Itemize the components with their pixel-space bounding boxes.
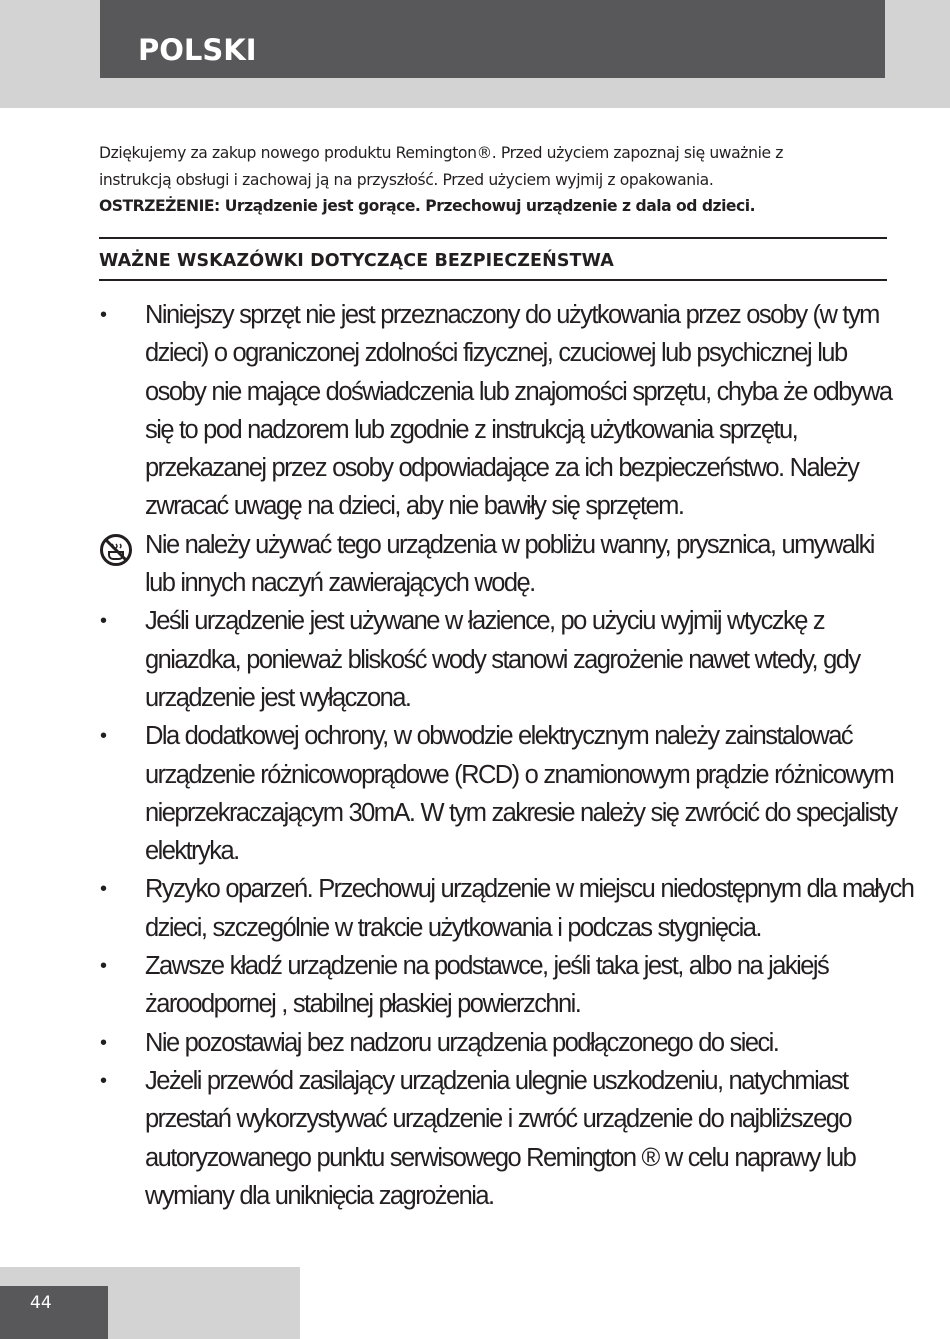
language-header: [100, 0, 885, 78]
item-text-line: Nie należy używać tego urządzenia w pobliżu wanny, prysznica, umywalki: [145, 530, 874, 559]
bullet-marker: •: [100, 1031, 108, 1054]
item-text-line: przestań wykorzystywać urządzenie i zwróć urządzenie do najbliższego: [145, 1105, 851, 1134]
safety-item: [99, 296, 899, 526]
safety-item: [99, 870, 914, 947]
warning-text: OSTRZEŻENIE: Urządzenie jest gorące. Przechowuj urządzenie z dala od dzieci.: [99, 197, 756, 215]
item-text-line: Jeśli urządzenie jest używane w łazience, po użyciu wyjmij wtyczkę z: [145, 607, 825, 636]
section-title: [99, 237, 887, 281]
safety-item: [99, 602, 899, 717]
intro-line: Dziękujemy za zakup nowego produktu Remington®. Przed użyciem zapoznaj się uważnie z: [99, 144, 784, 162]
item-text-line: przekazanej przez osoby odpowiadające za ich bezpieczeństwo. Należy: [145, 454, 859, 483]
item-text-line: żaroodpornej , stabilnej płaskiej powierzchni.: [145, 990, 581, 1019]
safety-item: [99, 1024, 899, 1062]
item-text-line: nieprzekraczającym 30mA. W tym zakresie należy się zwrócić do specjalisty: [145, 798, 897, 827]
item-text-line: się to pod nadzorem lub zgodnie z instrukcją użytkowania sprzętu,: [145, 415, 798, 444]
item-text-line: Zawsze kładź urządzenie na podstawce, jeśli taka jest, albo na jakiejś: [145, 952, 829, 981]
item-text-line: Jeżeli przewód zasilający urządzenia ulegnie uszkodzeniu, natychmiast: [145, 1066, 848, 1095]
bullet-marker: •: [100, 610, 108, 633]
section-title-text: WAŻNE WSKAZÓWKI DOTYCZĄCE BEZPIECZEŃSTWA: [99, 251, 614, 271]
item-text-line: urządzenie różnicowoprądowe (RCD) o znamionowym prądzie różnicowym: [145, 760, 894, 789]
item-text-line: dzieci) o ograniczonej zdolności fizycznej, czuciowej lub psychicznej lub: [145, 339, 847, 368]
item-text-line: osoby nie mające doświadczenia lub znajomości sprzętu, chyba że odbywa: [145, 377, 892, 406]
item-text-line: lub innych naczyń zawierających wodę.: [145, 569, 535, 598]
item-text-line: gniazdka, ponieważ bliskość wody stanowi zagrożenie nawet wtedy, gdy: [145, 645, 860, 674]
safety-item: [99, 1062, 899, 1215]
page-number: 44: [30, 1293, 52, 1313]
no-water-icon: [99, 533, 133, 567]
item-text-line: Nie pozostawiaj bez nadzoru urządzenia podłączonego do sieci.: [145, 1028, 779, 1057]
item-text-line: dzieci, szczególnie w trakcie użytkowania i podczas stygnięcia.: [145, 913, 761, 942]
page-number-box: [0, 1286, 108, 1339]
safety-instructions-list: [99, 296, 914, 1215]
intro-line: instrukcją obsługi i zachowaj ją na przyszłość. Przed użyciem wyjmij z opakowania.: [99, 170, 714, 189]
bullet-marker: •: [100, 878, 108, 901]
bullet-marker: •: [100, 955, 108, 978]
item-text-line: wymiany dla uniknięcia zagrożenia.: [145, 1181, 494, 1210]
intro-text: [99, 140, 889, 220]
safety-item: [99, 947, 899, 1024]
bullet-marker: •: [100, 304, 108, 326]
item-text-line: autoryzowanego punktu serwisowego Remington ® w celu naprawy lub: [145, 1143, 856, 1172]
language-label: POLSKI: [138, 33, 257, 67]
item-text-line: Dla dodatkowej ochrony, w obwodzie elektrycznym należy zainstalować: [145, 722, 853, 751]
safety-item: [99, 526, 899, 603]
item-text-line: Ryzyko oparzeń. Przechowuj urządzenie w miejscu niedostępnym dla małych: [145, 875, 914, 904]
item-text-line: elektryka.: [145, 837, 239, 866]
safety-item: [99, 717, 899, 870]
bullet-marker: •: [100, 1069, 108, 1092]
item-text-line: urządzenie jest wyłączona.: [145, 683, 411, 712]
bullet-marker: •: [100, 725, 108, 748]
item-text-line: zwracać uwagę na dzieci, aby nie bawiły się sprzętem.: [145, 492, 684, 521]
item-text-line: Niniejszy sprzęt nie jest przeznaczony do użytkowania przez osoby (w tym: [145, 301, 879, 329]
